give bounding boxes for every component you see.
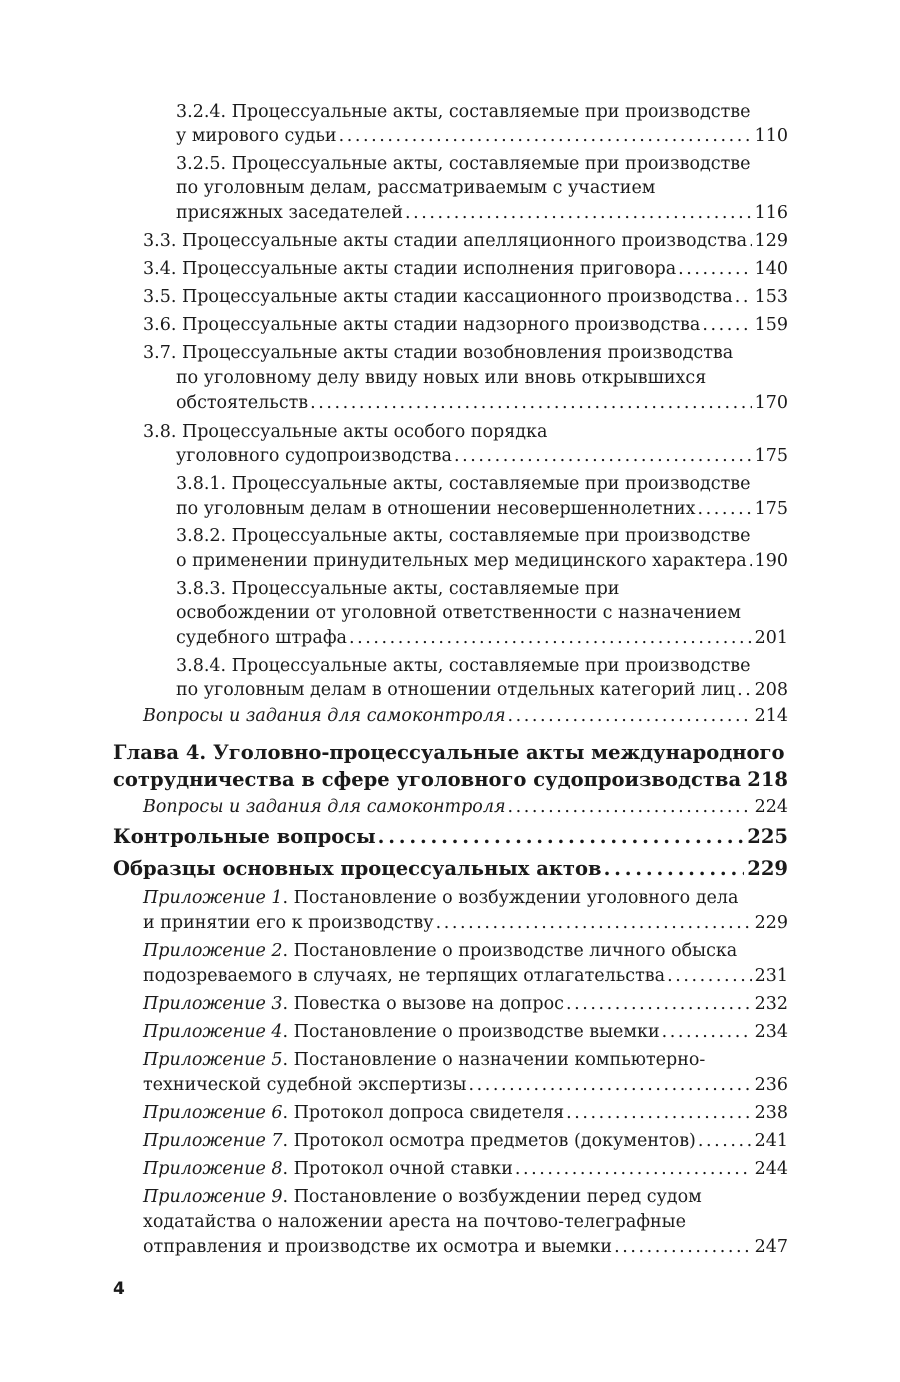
toc-entry-line <box>176 678 788 702</box>
toc-entry-title: по уголовному делу ввиду новых или вновь открывшихся <box>176 368 707 388</box>
appendix-label: Приложение 4 <box>143 1022 283 1042</box>
toc-entry-line <box>143 1020 788 1044</box>
toc-entry-line <box>143 1210 686 1234</box>
toc-entry-line <box>113 856 788 882</box>
leader-dots <box>310 391 751 415</box>
toc-entry-title: Вопросы и задания для самоконтроля <box>143 706 506 726</box>
leader-dots <box>468 1073 751 1097</box>
toc-entry-line <box>176 391 788 415</box>
page-number: 4 <box>113 1279 125 1299</box>
toc-page-number: 238 <box>754 1103 788 1123</box>
appendix-label: Приложение 2 <box>143 941 283 961</box>
toc-entry-title: Контрольные вопросы <box>113 825 376 848</box>
toc-entry-title: отправления и производстве их осмотра и выемки <box>143 1237 613 1257</box>
appendix-label: Приложение 3 <box>143 994 283 1014</box>
toc-page-number: 129 <box>754 231 788 251</box>
toc-page-number: 116 <box>754 203 788 223</box>
leader-dots <box>662 1020 752 1044</box>
toc-page-number: 232 <box>754 994 788 1014</box>
toc-page-number: 208 <box>754 680 788 700</box>
toc-entry-line <box>143 257 788 281</box>
leader-dots <box>508 795 752 819</box>
toc-entry-title: Приложение 1. Постановление о возбуждении уголовного дела <box>143 888 739 908</box>
toc-page-number: 170 <box>754 393 788 413</box>
toc-page-number: 225 <box>747 825 788 848</box>
toc-entry-title: подозреваемого в случаях, не терпящих отлагательства <box>143 966 666 986</box>
toc-entry-title: о применении принудительных мер медицинского характера <box>176 551 747 571</box>
toc-entry-line <box>143 1101 788 1125</box>
toc-entry-title: 3.3. Процессуальные акты стадии апелляционного производства <box>143 231 748 251</box>
leader-dots <box>678 257 751 281</box>
toc-entry-title: присяжных заседателей <box>176 203 404 223</box>
leader-dots <box>454 444 752 468</box>
toc-entry-line <box>176 524 751 548</box>
leader-dots <box>743 767 744 793</box>
toc-entry-title: 3.8.1. Процессуальные акты, составляемые при производстве <box>176 474 751 494</box>
toc-entry-title: сотрудничества в сфере уголовного судопроизводства <box>113 768 742 791</box>
toc-page-number: 218 <box>747 768 788 791</box>
leader-dots <box>378 824 745 850</box>
toc-entry-title: 3.8.2. Процессуальные акты, составляемые при производстве <box>176 526 751 546</box>
toc-entry-line <box>176 152 751 176</box>
toc-entry-line <box>143 313 788 337</box>
toc-page-number: 247 <box>754 1237 788 1257</box>
toc-entry-line <box>176 577 619 601</box>
toc-entry-title: 3.8.4. Процессуальные акты, составляемые при производстве <box>176 656 751 676</box>
toc-entry-title: Вопросы и задания для самоконтроля <box>143 797 506 817</box>
toc-page-number: 110 <box>754 126 788 146</box>
leader-dots <box>702 313 751 337</box>
toc-entry-line <box>143 341 733 365</box>
toc-page-number: 236 <box>754 1075 788 1095</box>
leader-dots <box>339 124 752 148</box>
toc-entry-title: 3.7. Процессуальные акты стадии возобновления производства <box>143 343 734 363</box>
toc-entry-title: 3.6. Процессуальные акты стадии надзорного производства <box>143 315 701 335</box>
toc-page-number: 190 <box>754 551 788 571</box>
toc-page-number: 244 <box>754 1159 788 1179</box>
leader-dots <box>698 497 752 521</box>
toc-entry-line <box>176 176 655 200</box>
toc-entry-title: Приложение 2. Постановление о производстве личного обыска <box>143 941 738 961</box>
toc-page-number: 224 <box>754 797 788 817</box>
appendix-label: Приложение 6 <box>143 1103 283 1123</box>
toc-page-number: 229 <box>747 857 788 880</box>
toc-entry-line <box>113 740 784 766</box>
toc-entry-title: 3.5. Процессуальные акты стадии кассационного производства <box>143 287 733 307</box>
toc-entry-title: Приложение 4. Постановление о производстве выемки <box>143 1022 660 1042</box>
appendix-label: Приложение 1 <box>143 888 283 908</box>
toc-page-number: 201 <box>754 628 788 648</box>
toc-page-number: 234 <box>754 1022 788 1042</box>
leader-dots <box>566 1101 751 1125</box>
leader-dots <box>735 285 752 309</box>
toc-entry-title: 3.4. Процессуальные акты стадии исполнения приговора <box>143 259 677 279</box>
leader-dots <box>515 1157 752 1181</box>
toc-entry-title: освобождении от уголовной ответственности с назначением <box>176 603 741 623</box>
toc-entry-title: и принятии его к производству <box>143 913 434 933</box>
toc-entry-title: у мирового судьи <box>176 126 337 146</box>
toc-entry-line <box>143 939 737 963</box>
toc-entry-title: уголовного судопроизводства <box>176 446 452 466</box>
toc-entry-title: по уголовным делам в отношении несовершеннолетних <box>176 499 696 519</box>
toc-page-number: 159 <box>754 315 788 335</box>
toc-page-number: 153 <box>754 287 788 307</box>
leader-dots <box>436 911 752 935</box>
toc-entry-line <box>176 366 706 390</box>
toc-entry-title: Приложение 5. Постановление о назначении компьютерно- <box>143 1050 706 1070</box>
toc-entry-line <box>176 654 751 678</box>
leader-dots <box>667 964 752 988</box>
toc-page-number: 175 <box>754 499 788 519</box>
leader-dots <box>737 678 751 702</box>
toc-entry-title: по уголовным делам, рассматриваемым с участием <box>176 178 656 198</box>
toc-entry-title: технической судебной экспертизы <box>143 1075 467 1095</box>
toc-entry-title: ходатайства о наложении ареста на почтово-телеграфные <box>143 1212 686 1232</box>
leader-dots <box>698 1129 752 1153</box>
toc-entry-line <box>113 824 788 850</box>
toc-entry-title: 3.8.3. Процессуальные акты, составляемые при <box>176 579 620 599</box>
toc-entry-title: Глава 4. Уголовно-процессуальные акты международного <box>113 741 785 764</box>
toc-entry-line <box>176 124 788 148</box>
leader-dots <box>749 549 752 573</box>
toc-entry-line <box>176 100 751 124</box>
toc-entry-title: обстоятельств <box>176 393 309 413</box>
appendix-label: Приложение 7 <box>143 1131 283 1151</box>
toc-entry-line <box>176 497 788 521</box>
leader-dots <box>614 1235 752 1259</box>
toc-entry-line <box>143 964 788 988</box>
toc-page-number: 241 <box>754 1131 788 1151</box>
toc-entry-line <box>143 1157 788 1181</box>
toc-entry-line <box>176 444 788 468</box>
toc-entry-line <box>176 201 788 225</box>
toc-entry-title: Приложение 9. Постановление о возбуждении перед судом <box>143 1187 702 1207</box>
toc-entry-line <box>143 1129 788 1153</box>
toc-page-number: 229 <box>754 913 788 933</box>
toc-entry-title: Образцы основных процессуальных актов <box>113 857 602 880</box>
toc-entry-title: Приложение 6. Протокол допроса свидетеля <box>143 1103 565 1123</box>
leader-dots <box>604 856 745 882</box>
toc-entry-line <box>143 886 738 910</box>
toc-entry-title: судебного штрафа <box>176 628 347 648</box>
toc-entry-title: 3.2.5. Процессуальные акты, составляемые при производстве <box>176 154 751 174</box>
toc-entry-line <box>176 601 741 625</box>
leader-dots <box>405 201 752 225</box>
toc-entry-line <box>143 1073 788 1097</box>
appendix-label: Приложение 9 <box>143 1187 283 1207</box>
leader-dots <box>349 626 752 650</box>
toc-entry-line <box>113 767 788 793</box>
toc-entry-line <box>143 911 788 935</box>
toc-entry-title: Приложение 8. Протокол очной ставки <box>143 1159 513 1179</box>
toc-entry-line <box>143 795 788 819</box>
toc-entry-title: 3.2.4. Процессуальные акты, составляемые при производстве <box>176 102 751 122</box>
toc-entry-line <box>143 1235 788 1259</box>
toc-entry-title: по уголовным делам в отношении отдельных категорий лиц <box>176 680 736 700</box>
toc-entry-line <box>143 229 788 253</box>
appendix-label: Приложение 8 <box>143 1159 283 1179</box>
toc-entry-title: Приложение 7. Протокол осмотра предметов (документов) <box>143 1131 696 1151</box>
toc-page-number: 214 <box>754 706 788 726</box>
toc-entry-line <box>143 420 547 444</box>
toc-entry-line <box>143 992 788 1016</box>
toc-page-number: 175 <box>754 446 788 466</box>
leader-dots <box>749 229 752 253</box>
toc-entry-title: Приложение 3. Повестка о вызове на допрос <box>143 994 564 1014</box>
toc-entry-line <box>176 626 788 650</box>
toc-page-number: 231 <box>754 966 788 986</box>
leader-dots <box>566 992 752 1016</box>
toc-entry-line <box>176 549 788 573</box>
toc-entry-line <box>143 1048 705 1072</box>
toc-entry-title: 3.8. Процессуальные акты особого порядка <box>143 422 548 442</box>
toc-entry-line <box>176 472 751 496</box>
toc-entry-line <box>143 1185 702 1209</box>
appendix-label: Приложение 5 <box>143 1050 283 1070</box>
toc-page-number: 140 <box>754 259 788 279</box>
toc-entry-line <box>143 704 788 728</box>
leader-dots <box>508 704 752 728</box>
toc-entry-line <box>143 285 788 309</box>
